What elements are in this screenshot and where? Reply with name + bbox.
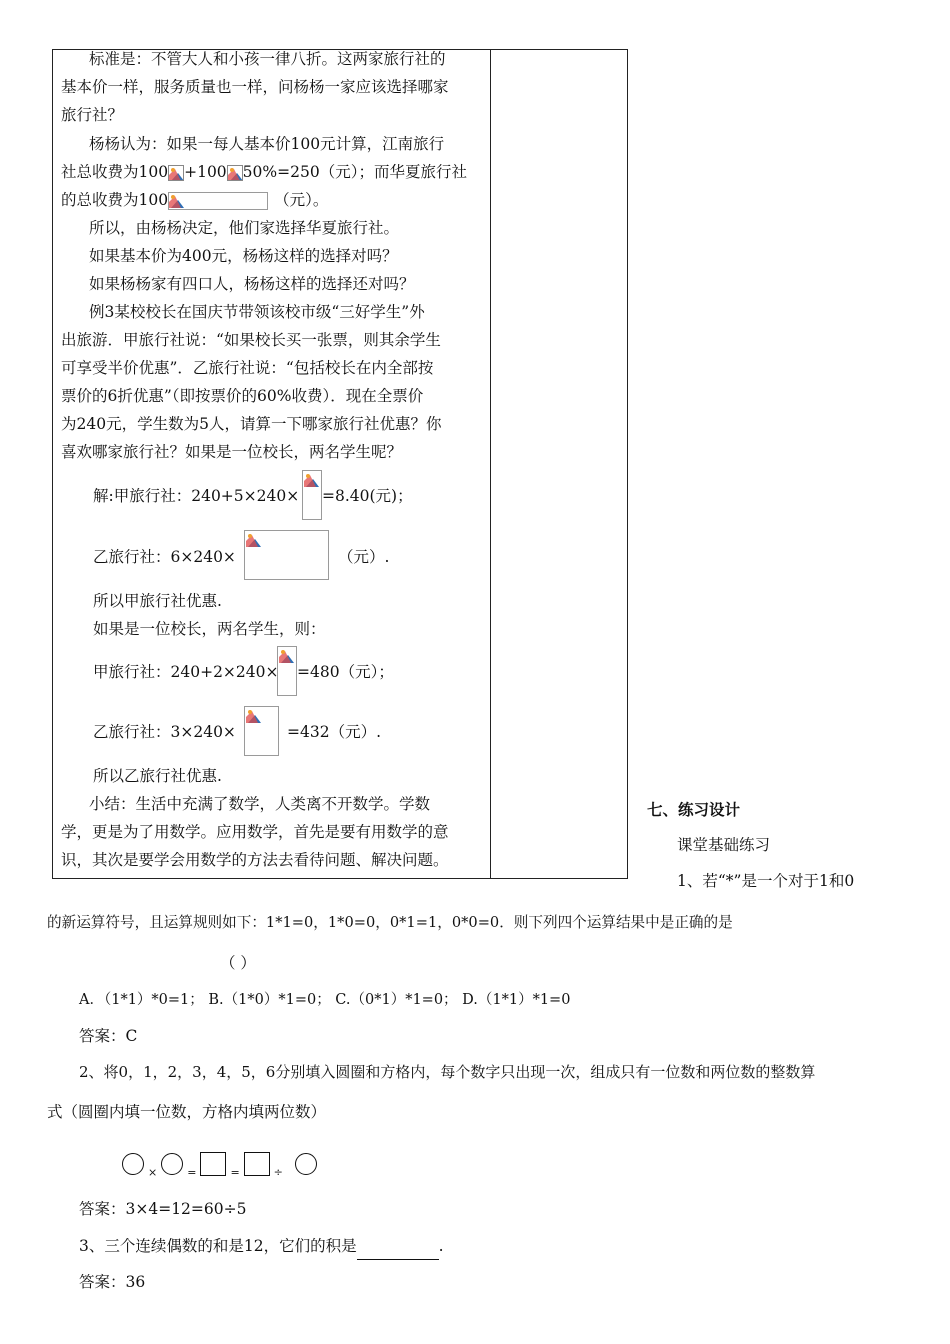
text-line: 出旅游．甲旅行社说：“如果校长买一张票，则其余学生 <box>61 331 441 349</box>
calc-line-yi-1: 乙旅行社：6×240× <box>93 548 236 566</box>
blank-circle <box>122 1153 144 1175</box>
broken-image-icon <box>169 193 185 209</box>
q3-answer: 答案：36 <box>79 1273 146 1291</box>
text-line: 可享受半价优惠”．乙旅行社说：“包括校长在内全部按 <box>61 359 434 377</box>
text-line-with-images <box>61 186 328 214</box>
q1-answer: 答案：C <box>79 1027 138 1045</box>
text-line: 如果是一位校长，两名学生，则： <box>93 620 326 638</box>
text-line: 标准是：不管大人和小孩一律八折。这两家旅行社的 <box>89 50 446 68</box>
equals-sign: = <box>187 1166 197 1179</box>
broken-image-icon <box>227 165 243 181</box>
text-line: 基本价一样，服务质量也一样，问杨杨一家应该选择哪家 <box>61 78 449 96</box>
text-line: 杨杨认为：如果一每人基本价100元计算，江南旅行 <box>89 135 445 153</box>
q2-equation-figure <box>122 1148 317 1188</box>
answer-blank <box>357 1241 439 1260</box>
text-line: 如果基本价为400元，杨杨这样的选择对吗？ <box>89 247 398 265</box>
text-line: 小结：生活中充满了数学，人类离不开数学。学数 <box>89 795 431 813</box>
blank-square <box>200 1152 226 1176</box>
text-segment: +100 <box>184 163 227 181</box>
text-line: 例3某校校长在国庆节带领该校市级“三好学生”外 <box>89 303 425 321</box>
broken-image-icon <box>279 648 295 664</box>
fraction-image-placeholder <box>244 706 279 756</box>
text-line: 所以甲旅行社优惠. <box>93 592 222 610</box>
calc-line-yi-2: 乙旅行社：3×240× <box>93 723 236 741</box>
calc-line-jia-1 <box>93 482 299 510</box>
q1-answer-paren: （ ） <box>220 954 256 972</box>
broken-image-icon <box>168 165 184 181</box>
fraction-image-placeholder <box>244 530 329 580</box>
text-segment: 解:甲旅行社：240+5×240× <box>93 487 300 505</box>
text-segment: 社总收费为100 <box>61 163 169 181</box>
q1-line1: 1、若“*”是一个对于1和0 <box>677 872 855 890</box>
calc-result: =8.40(元)； <box>322 487 413 505</box>
q3-text: 3、三个连续偶数的和是12，它们的积是 <box>79 1237 357 1255</box>
text-line: 票价的6折优惠”（即按票价的60%收费）．现在全票价 <box>61 387 424 405</box>
calc-line-jia-2: 甲旅行社：240+2×240× <box>93 663 279 681</box>
broken-image-icon <box>304 472 320 488</box>
text-segment: 50%=250（元）；而华夏旅行社 <box>242 163 467 181</box>
text-line: 所以乙旅行社优惠. <box>93 767 222 785</box>
table-column-divider <box>490 50 491 878</box>
text-line-with-images <box>61 158 467 186</box>
section-heading: 七、练习设计 <box>647 800 741 819</box>
broken-image-icon <box>246 708 262 724</box>
q3-line <box>79 1232 444 1260</box>
q2-answer: 答案：3×4=12=60÷5 <box>79 1200 247 1218</box>
text-line: 学，更是为了用数学。应用数学，首先是要有用数学的意 <box>61 823 449 841</box>
image-placeholder <box>168 192 268 210</box>
text-line: 喜欢哪家旅行社？如果是一位校长，两名学生呢？ <box>61 443 403 461</box>
broken-image-icon <box>246 532 262 548</box>
divide-sign: ÷ <box>273 1166 283 1179</box>
q1-line2: 的新运算符号，且运算规则如下：1*1=0，1*0=0，0*1=1，0*0=0．则下列四个运算结果中是正确的是 <box>47 914 733 931</box>
blank-circle <box>161 1153 183 1175</box>
text-line: 为240元，学生数为5人，请算一下哪家旅行社优惠？你 <box>61 415 442 433</box>
calc-result: =432（元）. <box>287 723 381 741</box>
q2-line1: 2、将0，1，2，3，4，5，6分别填入圆圈和方格内，每个数字只出现一次，组成只有一位数和两位数的整数算 <box>79 1063 816 1081</box>
calc-result: （元）. <box>338 548 390 566</box>
text-line: 如果杨杨家有四口人，杨杨这样的选择还对吗？ <box>89 275 415 293</box>
text-segment: 的总收费为100 <box>61 191 169 209</box>
blank-square <box>244 1152 270 1176</box>
fraction-image-placeholder <box>302 470 322 520</box>
calc-result: =480（元）； <box>297 663 394 681</box>
text-segment: （元）。 <box>274 191 329 209</box>
q1-options: A．（1*1）*0=1； B.（1*0）*1=0； C.（0*1）*1=0； D.（1*1）*1=0 <box>79 992 571 1008</box>
q3-end: . <box>438 1237 444 1255</box>
q2-line2: 式（圆圈内填一位数，方格内填两位数） <box>47 1103 327 1121</box>
text-line: 旅行社？ <box>61 106 124 124</box>
equals-sign: = <box>230 1166 240 1179</box>
fraction-image-placeholder <box>277 646 297 696</box>
text-line: 识，其次是要学会用数学的方法去看待问题、解决问题。 <box>61 851 449 869</box>
text-line: 所以，由杨杨决定，他们家选择华夏旅行社。 <box>89 219 400 237</box>
blank-circle <box>295 1153 317 1175</box>
multiply-sign: × <box>148 1166 158 1179</box>
section-subheading: 课堂基础练习 <box>677 836 771 854</box>
